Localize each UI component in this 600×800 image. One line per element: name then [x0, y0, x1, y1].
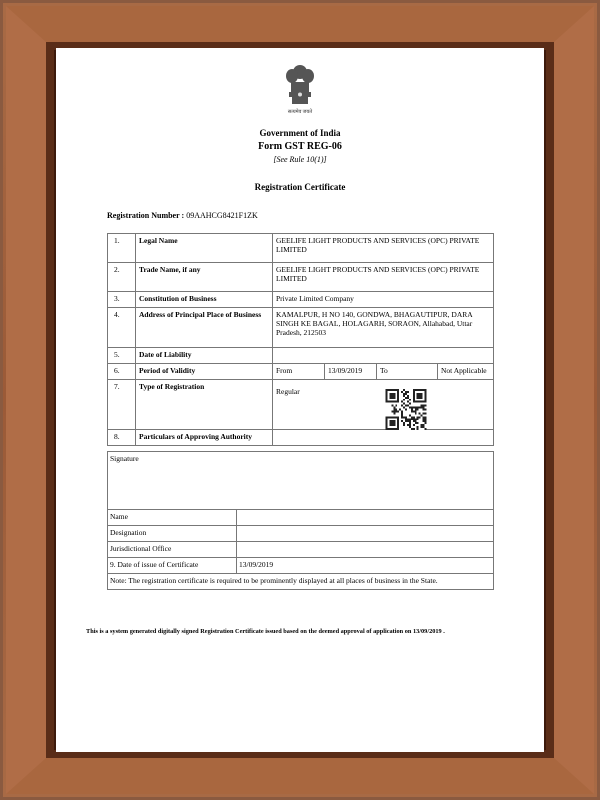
display-note: Note: The registration certificate is required to be prominently displayed at all places of business in the State. — [108, 574, 494, 590]
table-row — [108, 292, 494, 308]
table-row — [108, 542, 494, 558]
emblem-motto: सत्यमेव जयते — [287, 110, 313, 115]
row-value — [273, 430, 494, 446]
row-value: GEELIFE LIGHT PRODUCTS AND SERVICES (OPC) PRIVATE LIMITED — [273, 234, 494, 263]
form-heading: Form GST REG-06 — [258, 141, 342, 152]
note-row — [108, 574, 494, 590]
row-value: KAMALPUR, H NO 140, GONDWA, BHAGAUTIPUR, DARA SINGH KE BAGAL, HOLAGARH, SORAON, Allahabad, Uttar Pradesh, 212503 — [273, 308, 494, 348]
row-label: Constitution of Business — [136, 292, 273, 308]
row-value: Regular — [273, 380, 494, 430]
row-label: Particulars of Approving Authority — [136, 430, 273, 446]
approving-authority-table — [107, 451, 494, 590]
government-heading: Government of India — [259, 128, 341, 138]
date-issue-value: 13/09/2019 — [237, 558, 494, 574]
row-number: 2. — [108, 263, 136, 292]
row-value: GEELIFE LIGHT PRODUCTS AND SERVICES (OPC) PRIVATE LIMITED — [273, 263, 494, 292]
rule-reference: [See Rule 10(1)] — [273, 155, 327, 164]
table-row — [108, 364, 494, 380]
table-row — [108, 558, 494, 574]
name-value — [237, 510, 494, 526]
row-label: Date of Liability — [136, 348, 273, 364]
row-number: 5. — [108, 348, 136, 364]
validity-from-date: 13/09/2019 — [325, 364, 377, 380]
row-number: 8. — [108, 430, 136, 446]
qr-code-icon — [385, 389, 427, 430]
name-label: Name — [108, 510, 237, 526]
table-row — [108, 348, 494, 364]
jurisdictional-office-value — [237, 542, 494, 558]
row-label: Legal Name — [136, 234, 273, 263]
jurisdictional-office-label: Jurisdictional Office — [108, 542, 237, 558]
signature-row — [108, 452, 494, 510]
row-value — [273, 348, 494, 364]
designation-value — [237, 526, 494, 542]
registration-number-label: Registration Number : — [107, 211, 185, 220]
validity-to-label: To — [377, 364, 438, 380]
registration-details-table — [107, 233, 494, 446]
row-label: Period of Validity — [136, 364, 273, 380]
row-number: 3. — [108, 292, 136, 308]
row-number: 4. — [108, 308, 136, 348]
table-row — [108, 234, 494, 263]
table-row — [108, 380, 494, 430]
table-row — [108, 308, 494, 348]
certificate-title: Registration Certificate — [254, 182, 346, 192]
signature-label: Signature — [108, 452, 494, 510]
row-label: Address of Principal Place of Business — [136, 308, 273, 348]
national-emblem-icon — [282, 62, 318, 110]
date-issue-label: 9. Date of issue of Certificate — [108, 558, 237, 574]
system-generated-footer: This is a system generated digitally signed Registration Certificate issued based on the deemed approval of application on 13/09/2019 . — [86, 628, 445, 635]
row-label: Type of Registration — [136, 380, 273, 430]
row-number: 7. — [108, 380, 136, 430]
registration-number — [107, 211, 258, 220]
table-row — [108, 430, 494, 446]
row-label: Trade Name, if any — [136, 263, 273, 292]
designation-label: Designation — [108, 526, 237, 542]
row-number: 6. — [108, 364, 136, 380]
row-value: Private Limited Company — [273, 292, 494, 308]
validity-from-label: From — [273, 364, 325, 380]
table-row — [108, 510, 494, 526]
row-number: 1. — [108, 234, 136, 263]
registration-number-value: 09AAHCG8421F1ZK — [186, 211, 258, 220]
table-row — [108, 526, 494, 542]
table-row — [108, 263, 494, 292]
validity-to-date: Not Applicable — [438, 364, 494, 380]
